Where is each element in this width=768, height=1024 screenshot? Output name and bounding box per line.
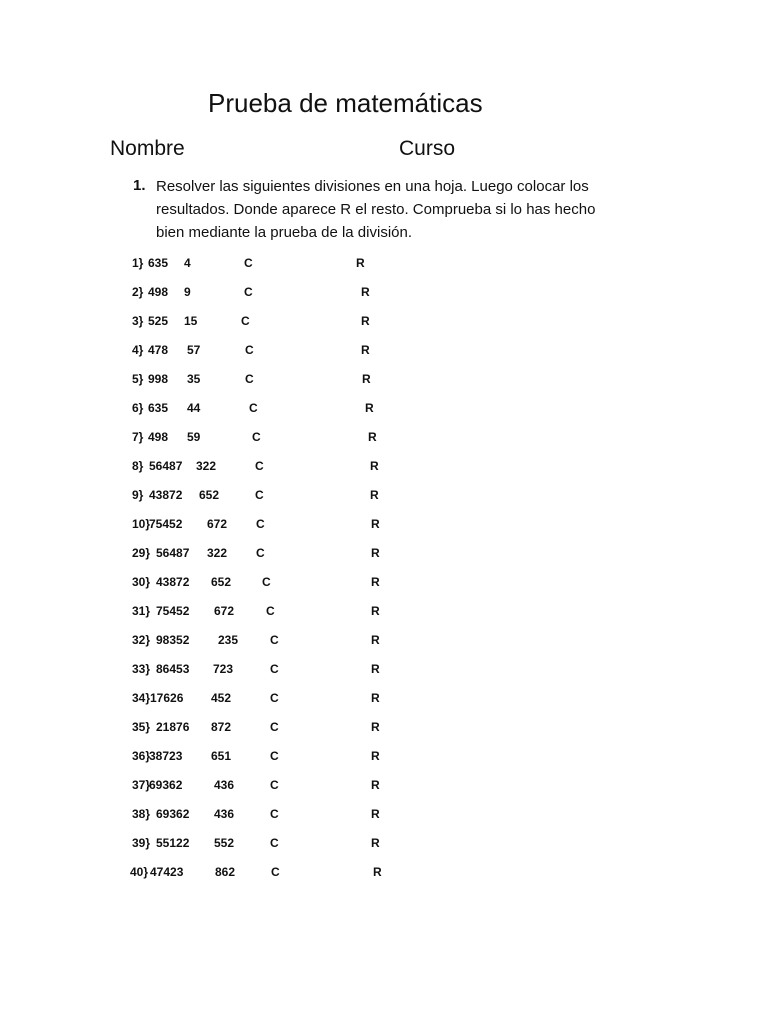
question-line: bien mediante la prueba de la división.: [156, 224, 413, 241]
exercise-row: [0, 865, 768, 881]
exercise-remainder-label: R: [373, 865, 382, 879]
exercise-quotient-label: C: [270, 691, 279, 705]
exercise-quotient-label: C: [245, 343, 254, 357]
exercise-remainder-label: R: [370, 488, 379, 502]
exercise-number: 7}: [132, 430, 144, 444]
exercise-number: 32}: [132, 633, 151, 647]
question-number: 1.: [133, 177, 146, 194]
exercise-dividend: 635: [148, 401, 169, 415]
exercise-divisor: 235: [218, 633, 239, 647]
exercise-remainder-label: R: [371, 662, 380, 676]
exercise-row: [0, 575, 768, 591]
exercise-quotient-label: C: [271, 865, 280, 879]
exercise-dividend: 69362: [149, 778, 183, 792]
exercise-divisor: 652: [199, 488, 220, 502]
exercise-dividend: 21876: [156, 720, 190, 734]
exercise-divisor: 672: [214, 604, 235, 618]
exercise-dividend: 498: [148, 285, 169, 299]
exercise-row: [0, 662, 768, 678]
exercise-row: [0, 517, 768, 533]
exercise-quotient-label: C: [245, 372, 254, 386]
exercise-dividend: 43872: [156, 575, 190, 589]
exercise-dividend: 69362: [156, 807, 190, 821]
exercise-remainder-label: R: [368, 430, 377, 444]
exercise-number: 3}: [132, 314, 144, 328]
exercise-divisor: 322: [196, 459, 217, 473]
exercise-number: 5}: [132, 372, 144, 386]
exercise-divisor: 651: [211, 749, 232, 763]
exercise-dividend: 38723: [149, 749, 183, 763]
exercise-remainder-label: R: [371, 807, 380, 821]
exercise-divisor: 4: [184, 256, 191, 270]
exercise-divisor: 57: [187, 343, 201, 357]
exercise-remainder-label: R: [365, 401, 374, 415]
exercise-row: [0, 488, 768, 504]
exercise-row: [0, 430, 768, 446]
exercise-number: 30}: [132, 575, 151, 589]
exercise-divisor: 15: [184, 314, 198, 328]
exercise-dividend: 98352: [156, 633, 190, 647]
exercise-quotient-label: C: [244, 256, 253, 270]
exercise-quotient-label: C: [270, 836, 279, 850]
exercise-remainder-label: R: [371, 836, 380, 850]
exercise-quotient-label: C: [270, 633, 279, 647]
exercise-quotient-label: C: [256, 517, 265, 531]
exercise-number: 2}: [132, 285, 144, 299]
exercise-quotient-label: C: [266, 604, 275, 618]
exercise-number: 4}: [132, 343, 144, 357]
exercise-dividend: 998: [148, 372, 169, 386]
course-label: Curso: [399, 137, 456, 160]
exercise-row: [0, 749, 768, 765]
exercise-row: [0, 546, 768, 562]
exercise-number: 31}: [132, 604, 151, 618]
exercise-number: 9}: [132, 488, 144, 502]
exercise-number: 33}: [132, 662, 151, 676]
exercise-row: [0, 256, 768, 272]
exercise-remainder-label: R: [361, 285, 370, 299]
exercise-quotient-label: C: [241, 314, 250, 328]
exercise-dividend: 498: [148, 430, 169, 444]
exercise-row: [0, 314, 768, 330]
exercise-dividend: 478: [148, 343, 169, 357]
exercise-quotient-label: C: [249, 401, 258, 415]
exercise-remainder-label: R: [361, 343, 370, 357]
exercise-remainder-label: R: [361, 314, 370, 328]
exercise-quotient-label: C: [255, 488, 264, 502]
exercise-remainder-label: R: [371, 720, 380, 734]
exercise-number: 10}: [132, 517, 151, 531]
exercise-remainder-label: R: [371, 633, 380, 647]
exercise-number: 39}: [132, 836, 151, 850]
exercise-number: 1}: [132, 256, 144, 270]
exercise-number: 36}: [132, 749, 151, 763]
exercise-quotient-label: C: [252, 430, 261, 444]
exercise-row: [0, 343, 768, 359]
exercise-divisor: 552: [214, 836, 235, 850]
name-label: Nombre: [110, 137, 185, 160]
exercise-number: 38}: [132, 807, 151, 821]
exercise-divisor: 723: [213, 662, 234, 676]
exercise-dividend: 75452: [149, 517, 183, 531]
exercise-remainder-label: R: [371, 691, 380, 705]
question-line: Resolver las siguientes divisiones en una hoja. Luego colocar los: [156, 178, 589, 195]
exercise-row: [0, 459, 768, 475]
exercise-dividend: 525: [148, 314, 169, 328]
exercise-divisor: 436: [214, 778, 235, 792]
exercise-row: [0, 807, 768, 823]
exercise-quotient-label: C: [256, 546, 265, 560]
exercise-row: [0, 401, 768, 417]
exercise-dividend: 86453: [156, 662, 190, 676]
exercise-dividend: 55122: [156, 836, 190, 850]
exercise-remainder-label: R: [362, 372, 371, 386]
exercise-divisor: 44: [187, 401, 201, 415]
exercise-quotient-label: C: [255, 459, 264, 473]
exercise-number: 35}: [132, 720, 151, 734]
exercise-number: 6}: [132, 401, 144, 415]
exercise-number: 29}: [132, 546, 151, 560]
exercise-row: [0, 778, 768, 794]
exercise-row: [0, 604, 768, 620]
page-title: Prueba de matemáticas: [208, 88, 483, 118]
exercise-remainder-label: R: [370, 459, 379, 473]
exercise-quotient-label: C: [270, 778, 279, 792]
question-instructions: [156, 175, 646, 244]
exercise-number: 8}: [132, 459, 144, 473]
exercise-divisor: 672: [207, 517, 228, 531]
exercise-row: [0, 720, 768, 736]
exercise-quotient-label: C: [270, 720, 279, 734]
exercise-quotient-label: C: [270, 662, 279, 676]
exercise-number: 34}: [132, 691, 151, 705]
exercise-divisor: 452: [211, 691, 232, 705]
exercise-dividend: 43872: [149, 488, 183, 502]
exercise-remainder-label: R: [371, 749, 380, 763]
exercise-remainder-label: R: [371, 778, 380, 792]
exercise-divisor: 59: [187, 430, 201, 444]
exercise-dividend: 56487: [156, 546, 190, 560]
exercise-divisor: 872: [211, 720, 232, 734]
exercise-number: 40}: [130, 865, 149, 879]
exercise-quotient-label: C: [262, 575, 271, 589]
exercise-number: 37}: [132, 778, 151, 792]
exercise-divisor: 322: [207, 546, 228, 560]
exercise-remainder-label: R: [371, 517, 380, 531]
question-line: resultados. Donde aparece R el resto. Comprueba si lo has hecho: [156, 201, 596, 218]
exercise-quotient-label: C: [270, 807, 279, 821]
exercise-dividend: 75452: [156, 604, 190, 618]
exercise-remainder-label: R: [356, 256, 365, 270]
exercise-quotient-label: C: [244, 285, 253, 299]
exercise-remainder-label: R: [371, 575, 380, 589]
exercise-dividend: 56487: [149, 459, 183, 473]
exercise-divisor: 436: [214, 807, 235, 821]
exercise-divisor: 862: [215, 865, 236, 879]
exercise-divisor: 652: [211, 575, 232, 589]
exercise-dividend: 17626: [150, 691, 184, 705]
exercise-dividend: 635: [148, 256, 169, 270]
exercise-quotient-label: C: [270, 749, 279, 763]
exercise-row: [0, 836, 768, 852]
exercise-divisor: 35: [187, 372, 201, 386]
exercise-row: [0, 372, 768, 388]
exercise-remainder-label: R: [371, 604, 380, 618]
exercise-dividend: 47423: [150, 865, 184, 879]
exercise-row: [0, 285, 768, 301]
exercise-row: [0, 691, 768, 707]
exercise-row: [0, 633, 768, 649]
exercise-divisor: 9: [184, 285, 191, 299]
exercise-remainder-label: R: [371, 546, 380, 560]
